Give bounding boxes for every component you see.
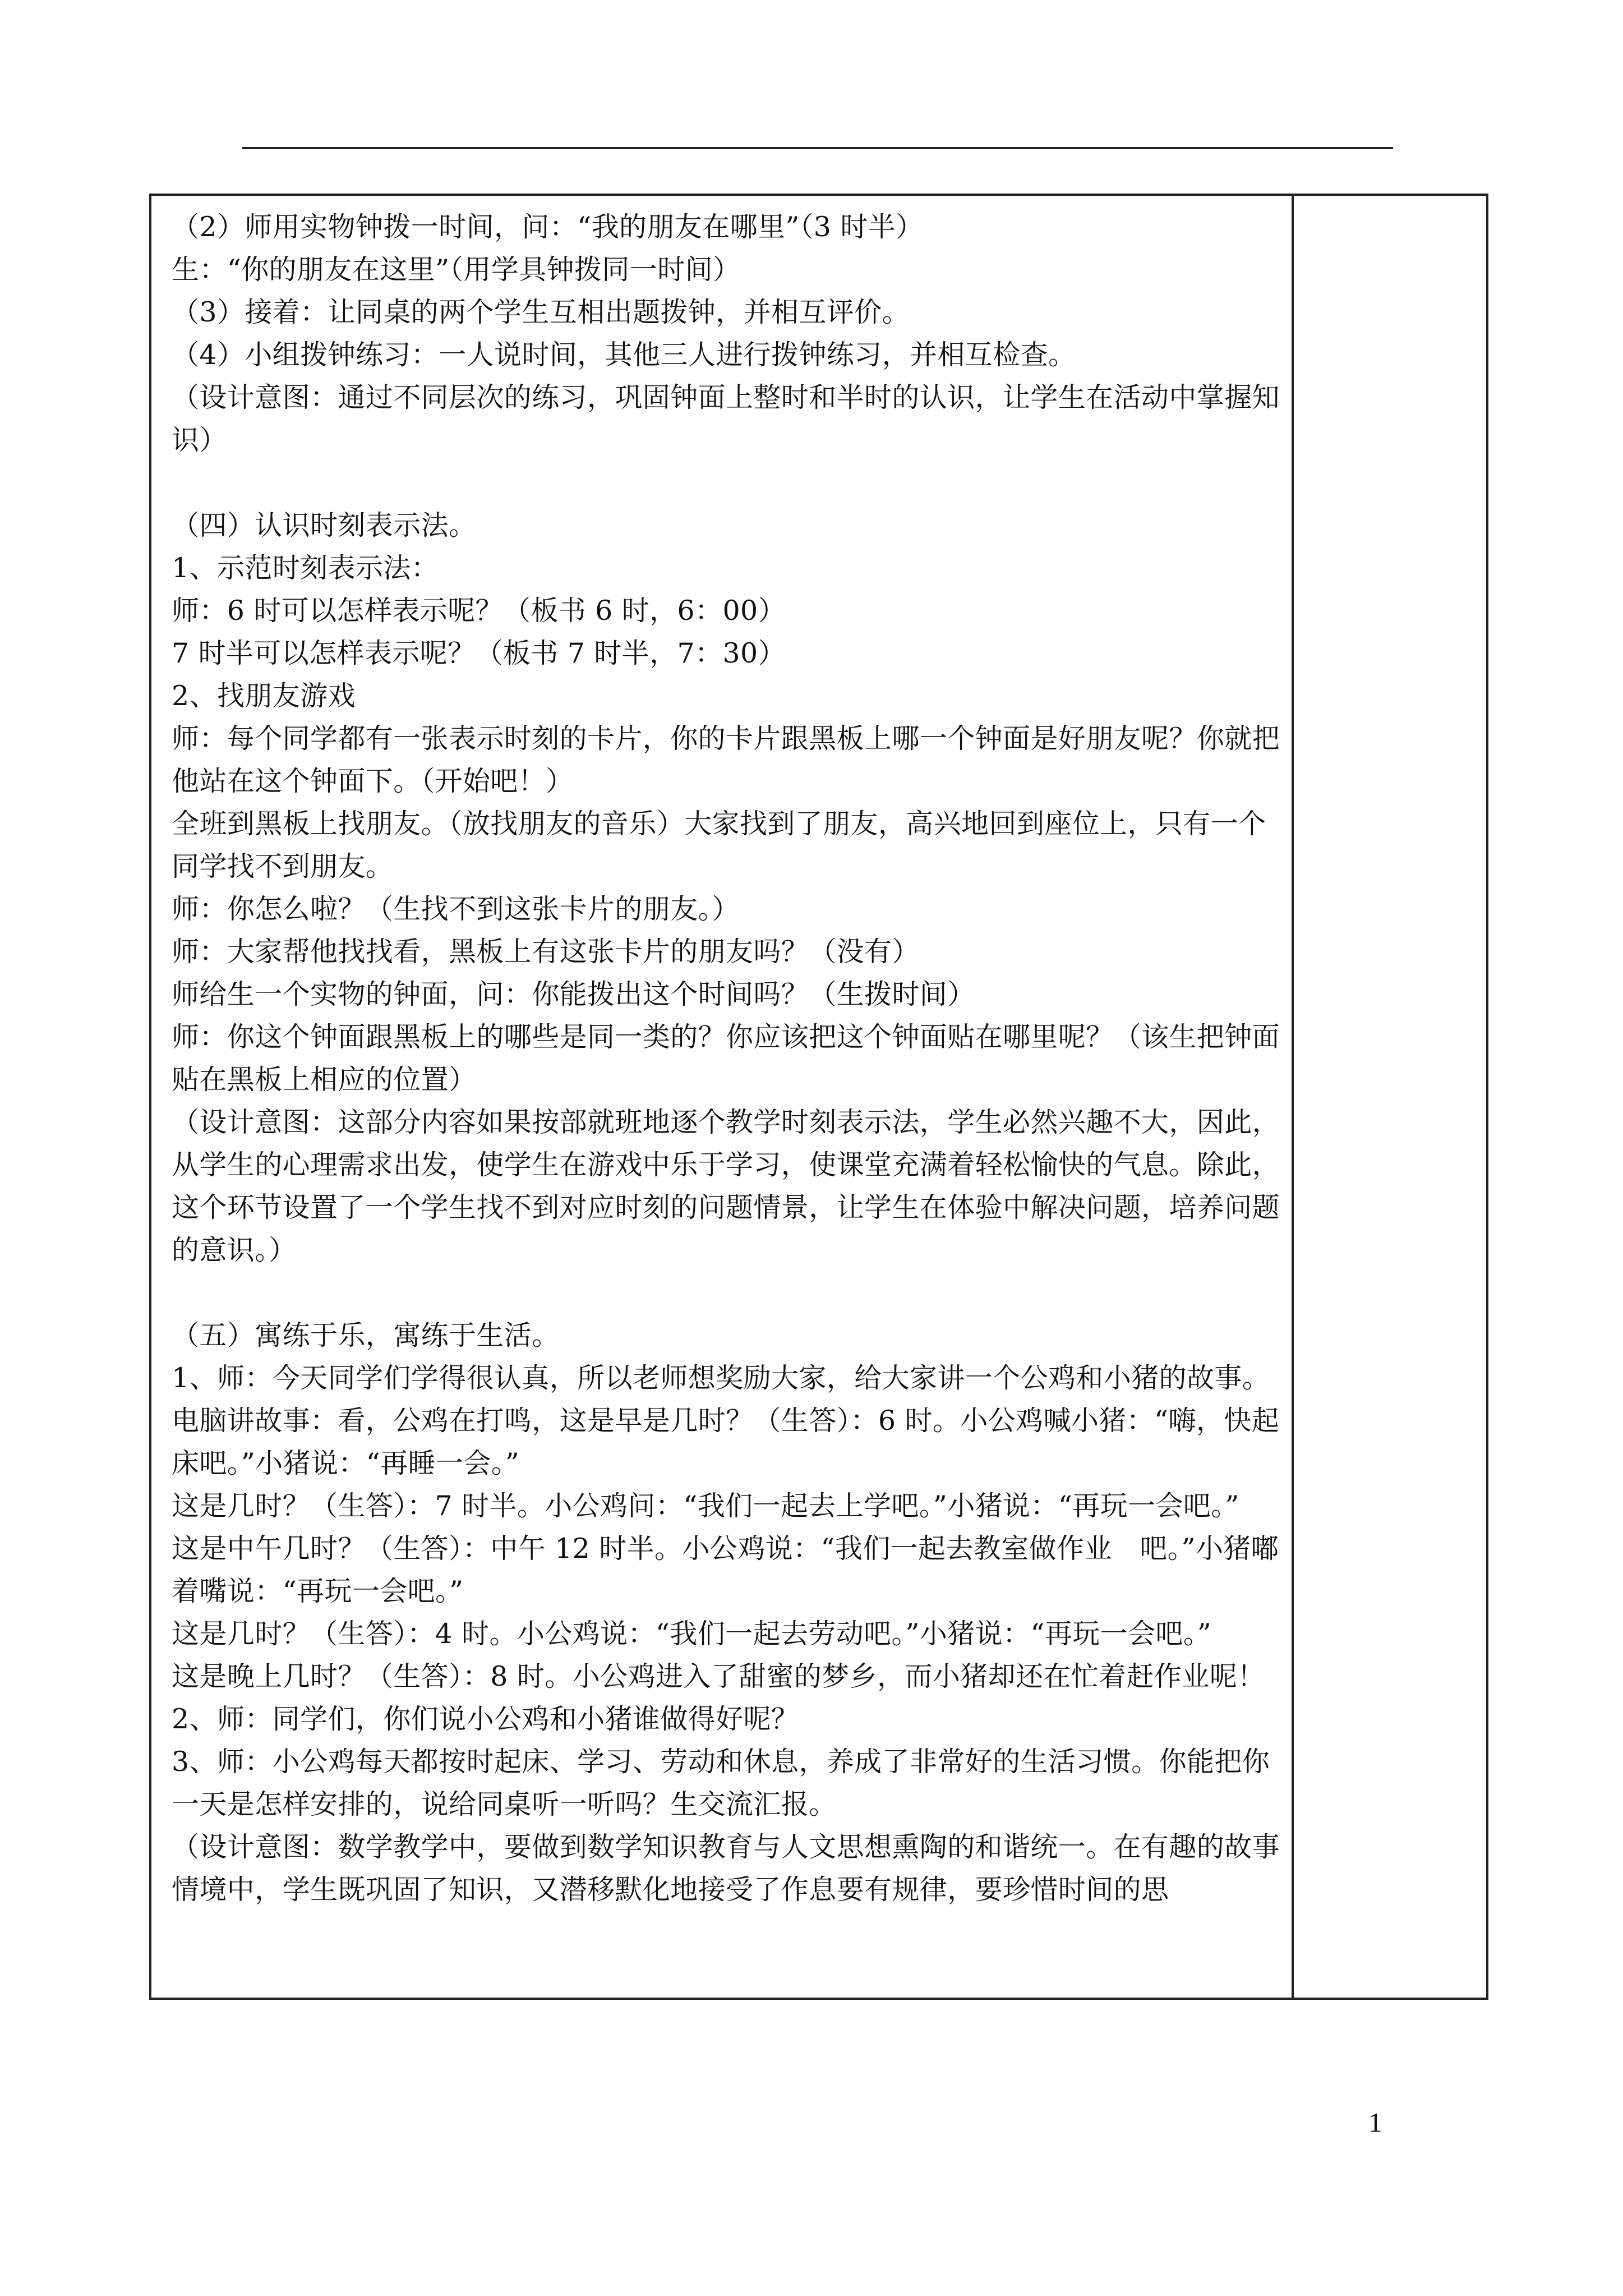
section-heading: （五）寓练于乐，寓练于生活。 [172,1319,560,1351]
text-line: 1、师：今天同学们学得很认真，所以老师想奖励大家，给大家讲一个公鸡和小猪的故事。电脑讲故事：看，公鸡在打鸣，这是早是几时？（生答）：6 时。小公鸡喊小猪：“嗨，快起床吧。”小猪说：“再睡一会。” [172,1362,1280,1479]
blank-line [172,1272,1285,1314]
text-line: 2、师：同学们，你们说小公鸡和小猪谁做得好呢？ [172,1703,799,1735]
text-line: （4）小组拨钟练习：一人说时间，其他三人进行拨钟练习，并相互检查。 [172,339,1076,371]
lesson-content-cell [172,206,1285,1911]
blank-line [172,462,1285,504]
text-line: 这是晚上几时？（生答）：8 时。小公鸡进入了甜蜜的梦乡，而小猪却还在忙着赶作业呢！ [172,1660,1265,1692]
text-line: （3）接着：让同桌的两个学生互相出题拨钟，并相互评价。 [172,296,910,328]
text-line: 7 时半可以怎样表示呢？（板书 7 时半，7：30） [172,637,786,669]
text-line: （2）师用实物钟拨一时间，问：“我的朋友在哪里”（3 时半） [172,211,924,243]
text-line: 这是几时？（生答）：7 时半。小公鸡问：“我们一起去上学吧。”小猪说：“再玩一会吧。” [172,1490,1239,1522]
page-number: 1 [1368,2107,1382,2138]
text-line: 师给生一个实物的钟面，问：你能拨出这个时间吗？（生拨时间） [172,978,975,1010]
text-line: 1、示范时刻表示法： [172,552,439,584]
notes-column [1294,196,1486,1998]
header-rule [242,147,1393,149]
design-intent-note: （设计意图：这部分内容如果按部就班地逐个教学时刻表示法，学生必然兴趣不大，因此，从学生的心理需求出发，使学生在游戏中乐于学习，使课堂充满着轻松愉快的气息。除此，这个环节设置了一个学生找不到对应时刻的问题情景，让学生在体验中解决问题，培养问题的意识。） [172,1106,1280,1266]
text-line: 2、找朋友游戏 [172,680,356,712]
text-line: 师：你怎么啦？（生找不到这张卡片的朋友。） [172,893,740,925]
section-heading: （四）认识时刻表示法。 [172,509,477,541]
text-line: 师：每个同学都有一张表示时刻的卡片，你的卡片跟黑板上哪一个钟面是好朋友呢？你就把他站在这个钟面下。（开始吧！） [172,723,1280,797]
text-line: 师：大家帮他找找看，黑板上有这张卡片的朋友吗？（没有） [172,936,920,968]
text-line: 师：你这个钟面跟黑板上的哪些是同一类的？你应该把这个钟面贴在哪里呢？（该生把钟面贴在黑板上相应的位置） [172,1021,1280,1096]
text-line: 全班到黑板上找朋友。（放找朋友的音乐）大家找到了朋友，高兴地回到座位上，只有一个同学找不到朋友。 [172,808,1266,882]
text-line: 师：6 时可以怎样表示呢？（板书 6 时，6：00） [172,595,786,627]
text-line: 这是几时？（生答）：4 时。小公鸡说：“我们一起去劳动吧。”小猪说：“再玩一会吧。” [172,1618,1212,1650]
design-intent-note: （设计意图：通过不同层次的练习，巩固钟面上整时和半时的认识，让学生在活动中掌握知识） [172,381,1280,456]
lesson-table [149,194,1488,2000]
design-intent-note: （设计意图：数学教学中，要做到数学知识教育与人文思想熏陶的和谐统一。在有趣的故事情境中，学生既巩固了知识，又潜移默化地接受了作息要有规律，要珍惜时间的思 [172,1831,1280,1906]
text-line: 这是中午几时？（生答）：中午 12 时半。小公鸡说：“我们一起去教室做作业 吧。”小猪嘟着嘴说：“再玩一会吧。” [172,1533,1279,1607]
text-line: 生：“你的朋友在这里”（用学具钟拨同一时间） [172,254,741,286]
text-line: 3、师：小公鸡每天都按时起床、学习、劳动和休息，养成了非常好的生活习惯。你能把你一天是怎样安排的，说给同桌听一听吗？生交流汇报。 [172,1746,1270,1820]
